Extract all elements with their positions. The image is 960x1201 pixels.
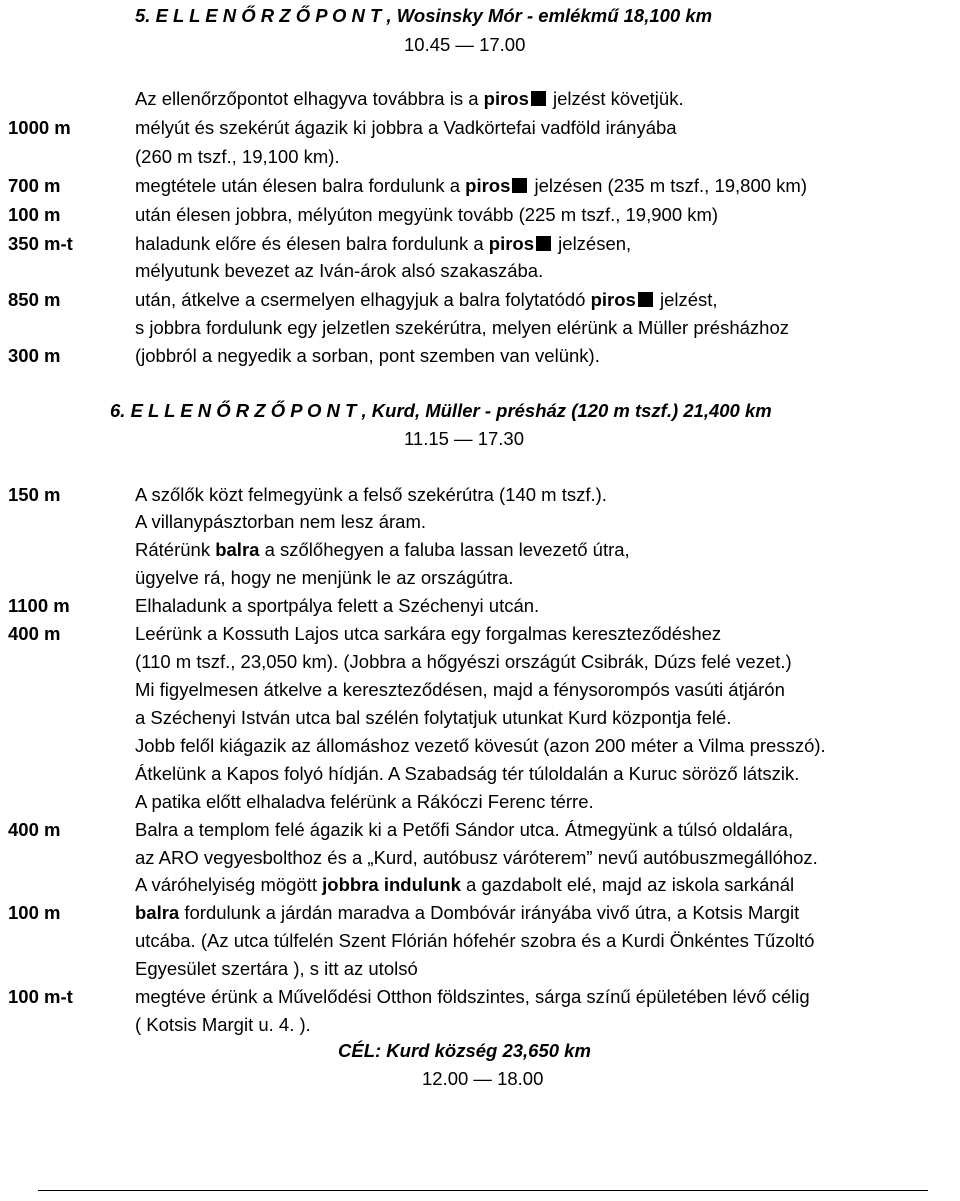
checkpoint-5-time-line: [0, 30, 960, 59]
marker-word: piros: [590, 289, 636, 310]
route-step: [0, 619, 960, 648]
route-text: megtéve érünk a Művelődési Otthon földszintes, sárga színű épületében lévő célig: [135, 986, 810, 1007]
route-text: A villanypásztorban nem lesz áram.: [135, 511, 426, 532]
route-text: (jobbról a negyedik a sorban, pont szemben van velünk).: [135, 345, 600, 366]
route-step: [0, 171, 960, 200]
route-step: [0, 703, 960, 732]
route-step: [0, 954, 960, 983]
route-step: [0, 200, 960, 229]
distance-label: 1000 m: [8, 117, 71, 138]
route-text: mélyút és szekérút ágazik ki jobbra a Vadkörtefai vadföld irányába: [135, 117, 677, 138]
route-step: [0, 84, 960, 113]
bottom-divider: [38, 1190, 928, 1191]
finish-time-line: [0, 1064, 960, 1093]
route-step: [0, 815, 960, 844]
route-step: [0, 675, 960, 704]
route-text: Mi figyelmesen átkelve a kereszteződésen, majd a fénysorompós vasúti átjárón: [135, 679, 785, 700]
route-text: Az ellenőrzőpontot elhagyva továbbra is a piros jelzést követjük.: [135, 88, 684, 109]
marker-word: piros: [465, 175, 511, 196]
route-text: után élesen jobbra, mélyúton megyünk tovább (225 m tszf., 19,900 km): [135, 204, 719, 225]
route-text: (260 m tszf., 19,100 km).: [135, 146, 340, 167]
distance-label: 100 m: [8, 204, 61, 225]
black-square-icon: [638, 292, 653, 307]
route-text: Átkelünk a Kapos folyó hídján. A Szabadság tér túloldalán a Kuruc söröző látszik.: [135, 763, 800, 784]
route-text: ügyelve rá, hogy ne menjünk le az országútra.: [135, 567, 514, 588]
distance-label: 300 m: [8, 345, 61, 366]
route-step: [0, 843, 960, 872]
route-step: [0, 982, 960, 1011]
distance-label: 100 m: [8, 902, 61, 923]
checkpoint-6-title-line: [0, 396, 960, 425]
route-step: [0, 229, 960, 258]
route-text: Leérünk a Kossuth Lajos utca sarkára egy forgalmas kereszteződéshez: [135, 623, 722, 644]
marker-word: piros: [488, 233, 535, 254]
checkpoint-5-time: 10.45 — 17.00: [404, 34, 526, 55]
route-step: [0, 341, 960, 370]
route-text: mélyutunk bevezet az Iván-árok alsó szakaszába.: [135, 260, 544, 281]
distance-label: 1100 m: [8, 595, 70, 616]
route-text: balra fordulunk a járdán maradva a Dombóvár irányába vivő útra, a Kotsis Margit: [135, 902, 800, 923]
checkpoint-6-title: 6. E L L E N Ő R Z Ő P O N T , Kurd, Müller - présház (120 m tszf.) 21,400 km: [110, 400, 772, 421]
route-text: Rátérünk balra a szőlőhegyen a faluba lassan levezető útra,: [135, 539, 630, 560]
route-text: (110 m tszf., 23,050 km). (Jobbra a hőgyészi országút Csibrák, Dúzs felé vezet.): [135, 651, 792, 672]
finish-time: 12.00 — 18.00: [422, 1068, 544, 1089]
route-step: [0, 563, 960, 592]
route-step: [0, 480, 960, 509]
route-step: [0, 507, 960, 536]
route-step: [0, 591, 960, 620]
route-text: haladunk előre és élesen balra fordulunk a piros jelzésen,: [135, 233, 632, 254]
black-square-icon: [512, 178, 527, 193]
black-square-icon: [531, 91, 546, 106]
route-step: [0, 256, 960, 285]
black-square-icon: [536, 236, 551, 251]
route-text: utcába. (Az utca túlfelén Szent Flórián hófehér szobra és a Kurdi Önkéntes Tűzoltó: [135, 930, 815, 951]
finish-title-line: [0, 1036, 960, 1065]
route-text: az ARO vegyesbolthoz és a „Kurd, autóbusz váróterem” nevű autóbuszmegállóhoz.: [135, 847, 818, 868]
route-text: megtétele után élesen balra fordulunk a piros jelzésen (235 m tszf., 19,800 km): [135, 175, 807, 196]
route-step: [0, 759, 960, 788]
distance-label: 150 m: [8, 484, 61, 505]
route-text: A patika előtt elhaladva felérünk a Rákóczi Ferenc térre.: [135, 791, 594, 812]
route-text: ( Kotsis Margit u. 4. ).: [135, 1014, 311, 1035]
route-step: [0, 647, 960, 676]
route-text: után, átkelve a csermelyen elhagyjuk a balra folytatódó piros jelzést,: [135, 289, 718, 310]
checkpoint-5-title: 5. E L L E N Ő R Z Ő P O N T , Wosinsky Mór - emlékmű 18,100 km: [135, 5, 713, 26]
checkpoint-6-time: 11.15 — 17.30: [404, 428, 524, 449]
route-text: Egyesület szertára ), s itt az utolsó: [135, 958, 418, 979]
route-text: A szőlők közt felmegyünk a felső szekérútra (140 m tszf.).: [135, 484, 607, 505]
route-text: A váróhelyiség mögött jobbra indulunk a gazdabolt elé, majd az iskola sarkánál: [135, 874, 795, 895]
distance-label: 100 m-t: [8, 986, 73, 1007]
marker-word: piros: [483, 88, 529, 109]
route-text: Jobb felől kiágazik az állomáshoz vezető kövesút (azon 200 méter a Vilma presszó).: [135, 735, 826, 756]
route-step: [0, 1010, 960, 1039]
route-step: [0, 535, 960, 564]
route-step: [0, 313, 960, 342]
route-step: [0, 113, 960, 142]
route-step: [0, 898, 960, 927]
distance-label: 400 m: [8, 623, 61, 644]
distance-label: 350 m-t: [8, 233, 73, 254]
distance-label: 400 m: [8, 819, 61, 840]
route-step: [0, 142, 960, 171]
route-step: [0, 731, 960, 760]
route-text: Elhaladunk a sportpálya felett a Széchenyi utcán.: [135, 595, 540, 616]
route-step: [0, 285, 960, 314]
route-step: [0, 926, 960, 955]
route-text: s jobbra fordulunk egy jelzetlen szekérútra, melyen elérünk a Müller présházhoz: [135, 317, 790, 338]
route-step: [0, 870, 960, 899]
route-text: a Széchenyi István utca bal szélén folytatjuk utunkat Kurd központja felé.: [135, 707, 732, 728]
checkpoint-5-title-line: [0, 1, 960, 30]
distance-label: 850 m: [8, 289, 61, 310]
checkpoint-6-time-line: [0, 424, 960, 453]
route-text: Balra a templom felé ágazik ki a Petőfi Sándor utca. Átmegyünk a túlsó oldalára,: [135, 819, 794, 840]
distance-label: 700 m: [8, 175, 61, 196]
finish-title: CÉL: Kurd község 23,650 km: [338, 1040, 591, 1061]
route-step: [0, 787, 960, 816]
